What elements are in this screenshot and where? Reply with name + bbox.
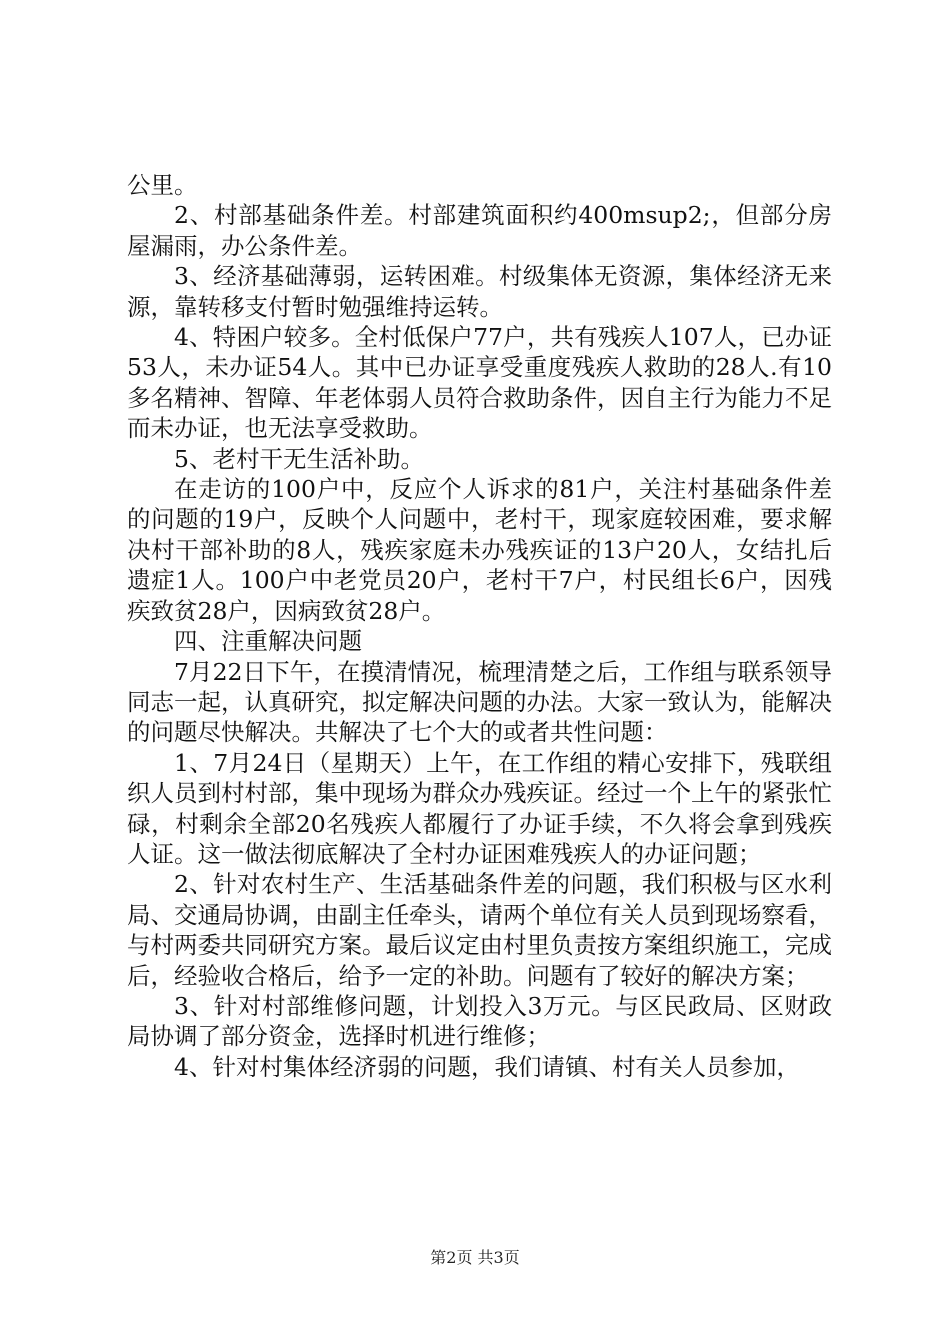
paragraph-continuation: 公里。	[127, 171, 198, 199]
document-body	[127, 170, 832, 1082]
paragraph-solution-2: 2、针对农村生产、生活基础条件差的问题，我们积极与区水利局、交通局协调，由副主任牵头，请两个单位有关人员到现场察看，与村两委共同研究方案。最后议定由村里负责按方案组织施工，完成后，经验收合格后，给予一定的补助。问题有了较好的解决方案；	[127, 870, 832, 990]
paragraph-solution-3: 3、针对村部维修问题，计划投入3万元。与区民政局、区财政局协调了部分资金，选择时机进行维修；	[127, 991, 832, 1051]
section-heading: 四、注重解决问题	[174, 627, 362, 656]
page-number-footer: 第2页 共3页	[430, 1248, 520, 1267]
paragraph-survey-summary: 在走访的100户中，反应个人诉求的81户，关注村基础条件差的问题的19户，反映个人问题中，老村干，现家庭较困难，要求解决村干部补助的8人，残疾家庭未办残疾证的13户20人，女结扎后遗症1人。100户中老党员20户，老村干7户，村民组长6户，因残疾致贫28户，因病致贫28户。	[127, 475, 832, 625]
paragraph-solution-4: 4、针对村集体经济弱的问题，我们请镇、村有关人员参加，	[174, 1052, 800, 1081]
paragraph-item-5: 5、老村干无生活补助。	[174, 444, 424, 473]
paragraph-item-2: 2、村部基础条件差。村部建筑面积约400msup2;，但部分房屋漏雨，办公条件差。	[127, 201, 832, 260]
paragraph-meeting: 7月22日下午，在摸清情况，梳理清楚之后，工作组与联系领导同志一起，认真研究，拟定解决问题的办法。大家一致认为，能解决的问题尽快解决。共解决了七个大的或者共性问题：	[127, 657, 832, 747]
paragraph-item-4: 4、特困户较多。全村低保户77户，共有残疾人107人，已办证53人，未办证54人。其中已办证享受重度残疾人救助的28人.有10多名精神、智障、年老体弱人员符合救助条件，因自主行为能力不足而未办证，也无法享受救助。	[127, 323, 832, 443]
paragraph-item-3: 3、经济基础薄弱，运转困难。村级集体无资源，集体经济无来源，靠转移支付暂时勉强维持运转。	[127, 262, 832, 321]
paragraph-solution-1: 1、7月24日（星期天）上午，在工作组的精心安排下，残联组织人员到村村部，集中现场为群众办残疾证。经过一个上午的紧张忙碌，村剩余全部20名残疾人都履行了办证手续，不久将会拿到残疾人证。这一做法彻底解决了全村办证困难残疾人的办证问题；	[127, 748, 832, 868]
